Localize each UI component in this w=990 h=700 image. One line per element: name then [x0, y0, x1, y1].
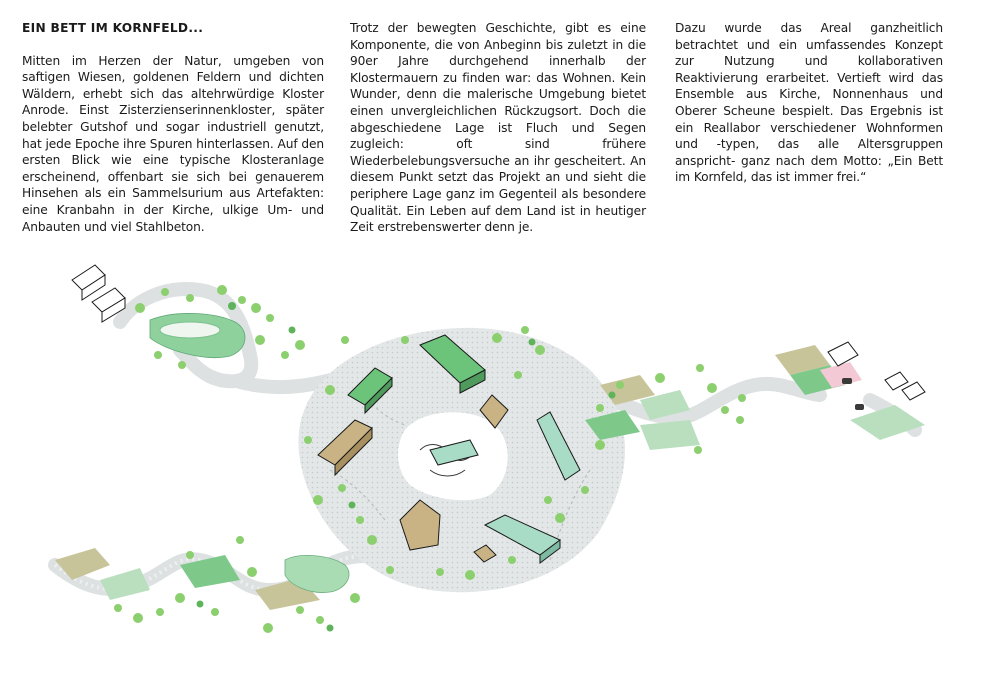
- cow-icons: [842, 378, 864, 410]
- pond: [160, 322, 220, 338]
- house-outline-1: [72, 265, 105, 300]
- paragraph-1: Mitten im Herzen der Natur, umgeben von saftigen Wiesen, goldenen Feldern und dichten Wäldern, erhebt sich das altehrwürdige Kloster Anrode. Einst Zisterzienserinnenkloster, später belebter Gutshof und sogar industriell genutzt, hat jede Epoche ihre Spuren hinterlassen. Auf den ersten Blick wie eine typische Klosteranlage erscheinend, offenbart sie sich bei genauerem Hinsehen als ein Sammelsurium aus Artefakten: eine Kranbahn in der Kirche, ulkige Um- und Anbauten und viel Stahlbeton.: [22, 53, 324, 234]
- text-column-3: [675, 20, 943, 186]
- article-title: EIN BETT IM KORNFELD...: [22, 21, 204, 35]
- paragraph-2: Trotz der bewegten Geschichte, gibt es eine Komponente, die von Anbeginn bis zuletzt in die 90er Jahre durchgehend innerhalb der Klostermauern zu finden war: das Wohnen. Kein Wunder, denn die malerische Umgebung bietet einen unvergleichlichen Rückzugsort. Doch die abgeschiedene Lage ist Fluch und Segen zugleich: oft sind frühere Wiederbelebungsversuche an ihr gescheitert. An diesem Punkt setzt das Projekt an und sieht die periphere Lage ganz im Gegenteil als besondere Qualität. Ein Leben auf dem Land ist in heutiger Zeit erstrebenswerter denn je.: [350, 21, 646, 235]
- text-column-1: [22, 20, 324, 235]
- house-outline-3: [828, 342, 858, 366]
- paragraph-3: Dazu wurde das Areal ganzheitlich betrachtet und ein umfassendes Konzept zur Nutzung und kollaborativen Reaktivierung erarbeitet. Vertieft wird das Ensemble aus Kirche, Nonnenhaus und Oberer Scheune bespielt. Das Ergebnis ist ein Reallabor verschiedener Wohnformen und -typen, das alle Altersgruppen anspricht- ganz nach dem Motto: „Ein Bett im Kornfeld, das ist immer frei.“: [675, 21, 943, 185]
- text-column-2: [350, 20, 646, 236]
- site-plan-illustration: [0, 245, 990, 700]
- house-outline-4: [885, 372, 925, 400]
